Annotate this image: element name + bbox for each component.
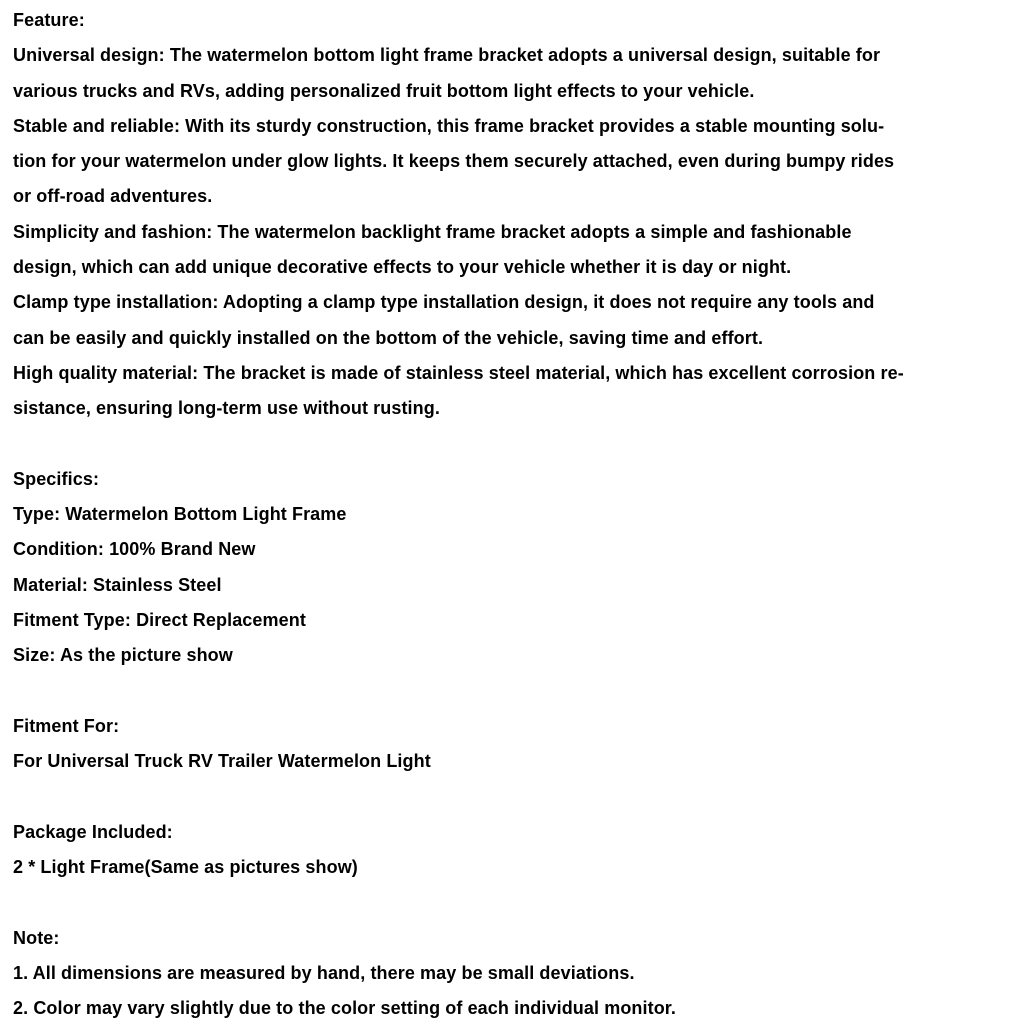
section-fitment-for [13,709,1014,780]
text-line: Stable and reliable: With its sturdy construction, this frame bracket provides a stable mounting solu- [13,115,885,136]
fitment-for-heading: Fitment For: [13,715,120,736]
text-line: sistance, ensuring long-term use without rusting. [13,398,440,419]
spec-type: Type: Watermelon Bottom Light Frame [13,504,347,525]
section-feature [13,3,1014,427]
section-specifics [13,462,1014,674]
text-line: Simplicity and fashion: The watermelon backlight frame bracket adopts a simple and fashionable [13,221,852,242]
note-item-2: 2. Color may vary slightly due to the color setting of each individual monitor. [13,998,677,1019]
text-line: tion for your watermelon under glow lights. It keeps them securely attached, even during bumpy rides [13,151,895,172]
package-included-item: 2 * Light Frame(Same as pictures show) [13,857,358,878]
text-line: design, which can add unique decorative effects to your vehicle whether it is day or night. [13,257,792,278]
text-line: can be easily and quickly installed on the bottom of the vehicle, saving time and effort. [13,327,764,348]
text-line: Clamp type installation: Adopting a clamp type installation design, it does not require any tools and [13,292,875,313]
spec-condition: Condition: 100% Brand New [13,539,256,560]
feature-heading: Feature: [13,10,85,30]
section-note [13,921,1014,1027]
note-item-1: 1. All dimensions are measured by hand, there may be small deviations. [13,963,635,984]
fitment-for-value: For Universal Truck RV Trailer Watermelon Light [13,751,431,772]
spec-fitment-type: Fitment Type: Direct Replacement [13,610,306,631]
text-line: various trucks and RVs, adding personalized fruit bottom light effects to your vehicle. [13,80,755,101]
specifics-heading: Specifics: [13,468,100,489]
spec-material: Material: Stainless Steel [13,574,222,595]
note-heading: Note: [13,927,60,948]
spec-size: Size: As the picture show [13,645,233,666]
text-line: Universal design: The watermelon bottom light frame bracket adopts a universal design, suitable for [13,45,881,66]
text-line: or off-road adventures. [13,186,213,207]
section-package-included [13,815,1014,886]
text-line: High quality material: The bracket is made of stainless steel material, which has excellent corrosion re- [13,362,904,383]
package-included-heading: Package Included: [13,821,173,842]
